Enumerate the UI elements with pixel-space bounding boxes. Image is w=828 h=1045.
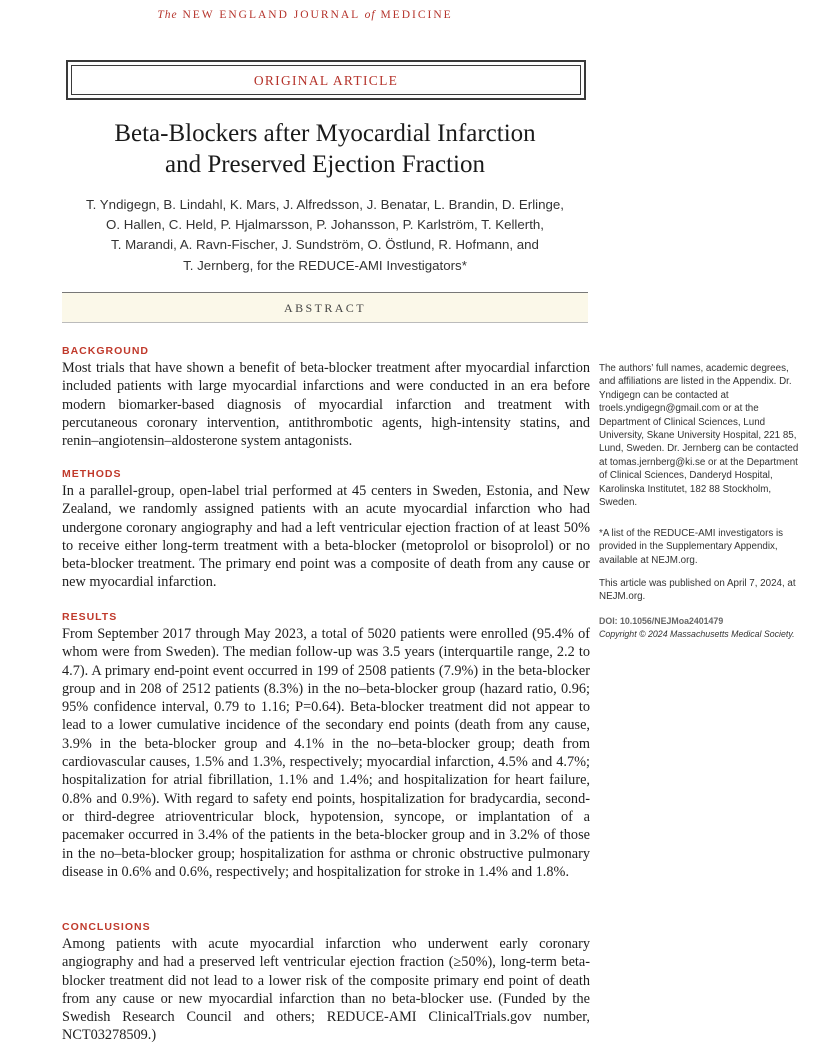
copyright-text: Copyright © 2024 Massachusetts Medical Society. — [599, 629, 795, 640]
journal-header — [0, 9, 610, 21]
article-type-label: ORIGINAL ARTICLE — [253, 73, 399, 88]
conclusions-heading: CONCLUSIONS — [62, 921, 151, 933]
author-line: T. Yndigegn, B. Lindahl, K. Mars, J. Alfredsson, J. Benatar, L. Brandin, D. Erlinge, — [86, 197, 564, 212]
affiliations-text: The authors’ full names, academic degrees, and affiliations are listed in the Appendix. Dr. Yndigegn can be contacted at troels.yndigegn@gmail.com or at the Department of Clinical Sciences, Lund University, Skane University Hospital, 221 85, Lund, Sweden. Dr. Jernberg can be contacted at tomas.jernberg@ki.se or at the Department of Clinical Sciences, Danderyd Hospital, Karolinska Institutet, 182 88 Stockholm, Sweden. — [599, 363, 799, 509]
conclusions-text: Among patients with acute myocardial infarction who underwent early coronary angiography and had a preserved left ventricular ejection fraction (≥50%), long-term beta-blocker treatment did not lead to a lower risk of the composite primary end point of death from any cause or new myocardial infarction than no beta-blocker use. (Funded by the Swedish Research Council and others; REDUCE-AMI ClinicalTrials.gov number, NCT03278509.) — [62, 936, 590, 1044]
background-text: Most trials that have shown a benefit of beta-blocker treatment after myocardial infarction included patients with large myocardial infarctions and were conducted in an era before modern biomarker-based diagnosis of myocardial infarction and treatment with percutaneous coronary intervention, antithrombotic agents, high-intensity statins, and renin–angiotensin–aldosterone system antagonists. — [62, 360, 590, 450]
author-line: T. Marandi, A. Ravn-Fischer, J. Sundström, O. Östlund, R. Hofmann, and — [111, 237, 539, 253]
article-type-box — [66, 60, 586, 100]
author-list — [36, 195, 614, 276]
journal-the: The — [157, 9, 178, 21]
results-text: From September 2017 through May 2023, a total of 5020 patients were enrolled (95.4% of whom were from Sweden). The median follow-up was 3.5 years (interquartile range, 2.2 to 4.7). A primary end-point event occurred in 199 of 2508 patients (7.9%) in the beta-blocker group and in 208 of 2512 patients (8.3%) in the no–beta-blocker group (hazard ratio, 0.96; 95% confidence interval, 0.79 to 1.16; P=0.64). Beta-blocker treatment did not appear to lead to a lower cumulative incidence of the secondary end points (death from any cause, 3.9% in the beta-blocker group and 4.1% in the no–beta-blocker group; death from cardiovascular causes, 1.5% and 1.3%, respectively; myocardial infarction, 4.5% and 4.7%; hospitalization for atrial fibrillation, 1.1% and 1.4%; and hospitalization for heart failure, 0.8% and 0.9%). With regard to safety end points, hospitalization for bradycardia, second- or third-degree atrioventricular block, hypotension, syncope, or implantation of a pacemaker occurred in 3.4% of the patients in the beta-blocker group and in 3.2% of those in the no–beta-blocker group; hospitalization for asthma or chronic obstructive pulmonary disease in 0.6% and 0.6%, respectively; and hospitalization for stroke in 1.4% and 1.8%. — [62, 626, 590, 880]
investigators-text: *A list of the REDUCE-AMI investigators is provided in the Supplementary Appendix, available at NEJM.org. — [599, 528, 784, 566]
publication-note — [599, 577, 803, 604]
title-line-1: Beta-Blockers after Myocardial Infarction — [114, 120, 536, 147]
doi-text: DOI: 10.1056/NEJMoa2401479 — [599, 616, 724, 626]
abstract-label: ABSTRACT — [284, 301, 366, 315]
author-line: O. Hallen, C. Held, P. Hjalmarsson, P. Johansson, P. Karlström, T. Kellerth, — [105, 217, 544, 233]
journal-name-part2: MEDICINE — [380, 9, 453, 21]
abstract-band — [62, 292, 588, 323]
title-line-2: and Preserved Ejection Fraction — [164, 151, 486, 178]
author-line: T. Jernberg, for the REDUCE-AMI Investigators* — [183, 257, 467, 273]
investigators-note — [599, 527, 803, 567]
article-title — [40, 118, 610, 180]
background-heading: BACKGROUND — [62, 345, 149, 357]
journal-name-part1: NEW ENGLAND JOURNAL — [182, 9, 360, 21]
journal-of: of — [364, 9, 376, 21]
results-heading: RESULTS — [62, 611, 118, 623]
published-text: This article was published on April 7, 2024, at NEJM.org. — [599, 578, 796, 603]
doi-block — [599, 615, 809, 642]
methods-text: In a parallel-group, open-label trial performed at 45 centers in Sweden, Estonia, and New Zealand, we randomly assigned patients with an acute myocardial infarction who had undergone coronary angiography and had a left ventricular ejection fraction of at least 50% to receive either long-term treatment with a beta-blocker (metoprolol or bisoprolol) or no beta-blocker treatment. The primary end point was a composite of death from any cause or new myocardial infarction. — [62, 483, 590, 591]
author-affiliations-note — [599, 362, 803, 509]
methods-heading: METHODS — [62, 468, 122, 480]
